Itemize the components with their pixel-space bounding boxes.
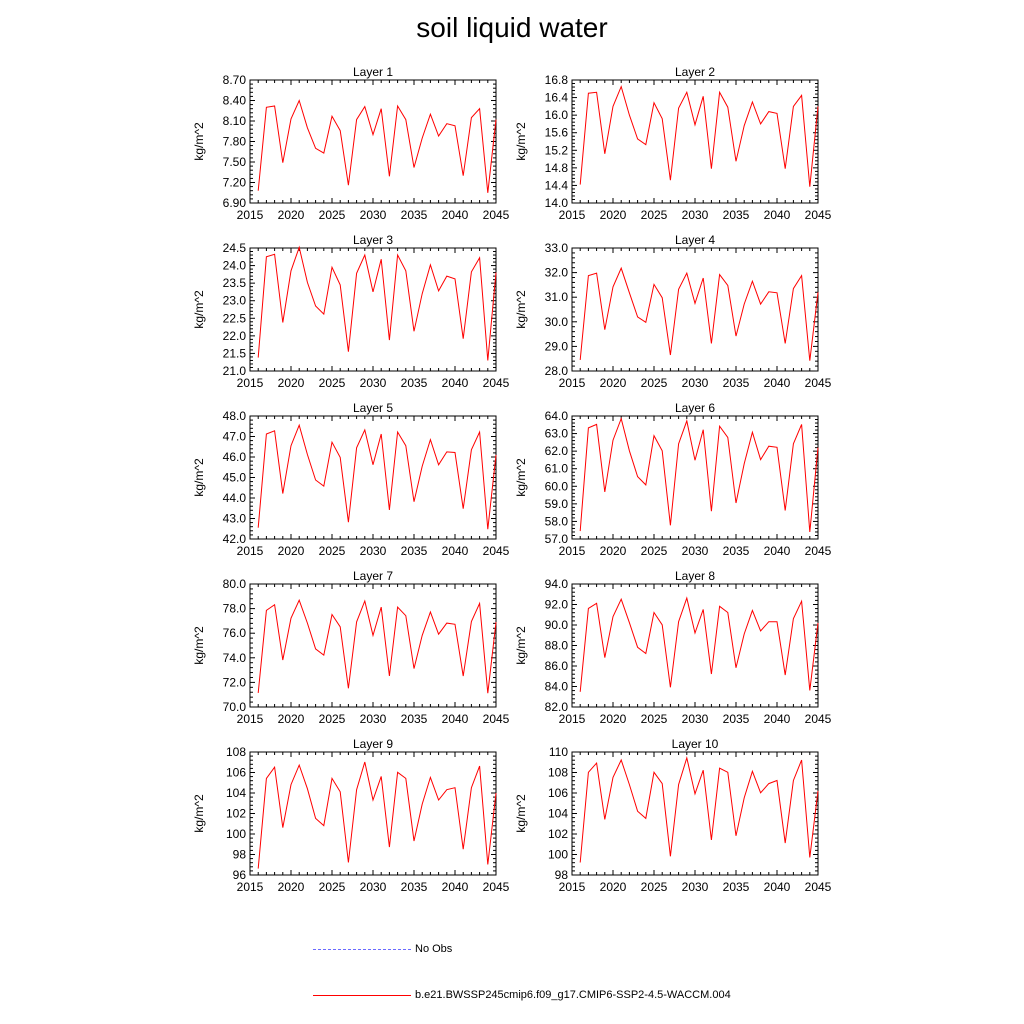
panel-8-xtick-label: 2015: [558, 712, 586, 726]
panel-2-xtick-label: 2035: [722, 208, 750, 222]
panel-8-series-line: [580, 598, 818, 692]
panel-2-xtick-label: 2030: [681, 208, 709, 222]
panel-5-xtick-label: 2030: [359, 544, 387, 558]
panel-3-ytick-label: 22.0: [222, 328, 246, 343]
panel-2-ytick-label: 16.4: [544, 90, 568, 105]
panel-2-xtick-label: 2045: [804, 208, 832, 222]
panel-2-ytick-label: 15.2: [544, 143, 568, 158]
panel-6-xtick-label: 2025: [640, 544, 668, 558]
panel-4-ylabel: kg/m^2: [514, 290, 528, 329]
panel-10-ytick-label: 108: [547, 765, 568, 780]
panel-4-ytick-label: 30.0: [544, 314, 568, 329]
panel-5-ylabel: kg/m^2: [192, 458, 206, 497]
panel-9-xtick-label: 2015: [236, 880, 264, 894]
panel-4-series-line: [580, 268, 818, 361]
panel-4-xtick-label: 2025: [640, 376, 668, 390]
panel-3-ytick-label: 21.5: [222, 346, 246, 361]
panel-1-ytick-label: 8.40: [222, 93, 246, 108]
panel-1-ylabel: kg/m^2: [192, 122, 206, 161]
panel-4-xtick-label: 2035: [722, 376, 750, 390]
panel-9-frame: [250, 752, 496, 875]
panel-3-ytick-label: 24.5: [222, 241, 246, 255]
panel-6-series-line: [580, 419, 818, 532]
panel-4-ytick-label: 31.0: [544, 290, 568, 305]
figure-title: soil liquid water: [416, 12, 608, 43]
panel-2-ytick-label: 14.0: [544, 196, 568, 210]
panel-2-ytick-label: 16.0: [544, 108, 568, 123]
panel-10-title: Layer 10: [671, 737, 719, 751]
panel-3-xtick-label: 2015: [236, 376, 264, 390]
panel-7-xtick-label: 2040: [441, 712, 469, 726]
panel-3-xtick-label: 2020: [277, 376, 305, 390]
panel-10-ytick-label: 106: [547, 786, 568, 800]
panel-2-xtick-label: 2020: [599, 208, 627, 222]
panel-6-xtick-label: 2035: [722, 544, 750, 558]
panel-6-xtick-label: 2045: [804, 544, 832, 558]
panel-9-series-line: [258, 762, 496, 869]
panel-8-xtick-label: 2045: [804, 712, 832, 726]
panel-4-title: Layer 4: [674, 233, 716, 247]
panel-3-xtick-label: 2035: [400, 376, 428, 390]
legend-model-label: b.e21.BWSSP245cmip6.f09_g17.CMIP6-SSP2-4.5-WACCM.004: [415, 989, 731, 1001]
panel-1-xtick-label: 2040: [441, 208, 469, 222]
panel-10-ylabel: kg/m^2: [514, 794, 528, 833]
panel-1-xtick-label: 2045: [482, 208, 510, 222]
panel-1-ytick-label: 6.90: [222, 196, 246, 210]
panel-2-ytick-label: 16.8: [544, 73, 568, 87]
panel-6-ytick-label: 61.0: [544, 461, 568, 476]
panel-9-ytick-label: 98: [232, 847, 246, 862]
panel-5-ytick-label: 44.0: [222, 491, 246, 505]
panel-1-xtick-label: 2025: [318, 208, 346, 222]
panel-8-ylabel: kg/m^2: [514, 626, 528, 665]
panel-7-xtick-label: 2030: [359, 712, 387, 726]
panel-8-ytick-label: 94.0: [544, 577, 568, 591]
panel-6-ytick-label: 64.0: [544, 409, 568, 423]
panel-7-ytick-label: 80.0: [222, 577, 246, 591]
panel-5-xtick-label: 2040: [441, 544, 469, 558]
panel-7-xtick-label: 2015: [236, 712, 264, 726]
panel-5-ytick-label: 42.0: [222, 532, 246, 546]
panel-1-title: Layer 1: [352, 65, 394, 79]
panel-3-ytick-label: 24.0: [222, 258, 246, 273]
panel-6-ytick-label: 62.0: [544, 444, 568, 459]
panel-1-ytick-label: 8.10: [222, 114, 246, 128]
panel-1-xtick-label: 2020: [277, 208, 305, 222]
panel-1-xtick-label: 2030: [359, 208, 387, 222]
panel-8-ytick-label: 82.0: [544, 700, 568, 714]
panel-4-xtick-label: 2045: [804, 376, 832, 390]
panel-5-series-line: [258, 425, 496, 529]
panel-6-ytick-label: 58.0: [544, 514, 568, 529]
panel-1-ytick-label: 7.20: [222, 175, 246, 190]
panel-4-xtick-label: 2040: [763, 376, 791, 390]
panel-2-series-line: [580, 87, 818, 187]
panel-4-ytick-label: 28.0: [544, 364, 568, 378]
panel-5-xtick-label: 2035: [400, 544, 428, 558]
panel-9-ylabel: kg/m^2: [192, 794, 206, 833]
panel-6-ytick-label: 63.0: [544, 426, 568, 441]
panel-9-xtick-label: 2045: [482, 880, 510, 894]
panel-1-xtick-label: 2035: [400, 208, 428, 222]
panel-6-xtick-label: 2020: [599, 544, 627, 558]
panel-5-xtick-label: 2015: [236, 544, 264, 558]
panel-9-ytick-label: 106: [225, 765, 246, 780]
panel-9-ytick-label: 100: [225, 827, 246, 841]
panel-10-ytick-label: 110: [548, 745, 568, 759]
panel-3-ytick-label: 23.0: [222, 293, 246, 308]
panel-7-xtick-label: 2025: [318, 712, 346, 726]
panel-2-xtick-label: 2015: [558, 208, 586, 222]
panel-10-ytick-label: 104: [547, 806, 568, 821]
panel-4-xtick-label: 2020: [599, 376, 627, 390]
panel-8-ytick-label: 88.0: [544, 638, 568, 653]
panel-5-ytick-label: 46.0: [222, 450, 246, 464]
panel-7-ytick-label: 70.0: [222, 700, 246, 714]
panel-9-ytick-label: 96: [232, 868, 246, 882]
panel-7-ytick-label: 78.0: [222, 601, 246, 616]
panel-2-ytick-label: 14.8: [544, 160, 568, 175]
legend-no-obs-label: No Obs: [415, 943, 453, 955]
panel-6-xtick-label: 2030: [681, 544, 709, 558]
panel-9-xtick-label: 2025: [318, 880, 346, 894]
panel-4-ytick-label: 32.0: [544, 265, 568, 280]
panel-8-ytick-label: 86.0: [544, 659, 568, 673]
panel-1-series-line: [258, 101, 496, 193]
panel-9-xtick-label: 2040: [441, 880, 469, 894]
panel-5-xtick-label: 2025: [318, 544, 346, 558]
panel-9-ytick-label: 102: [225, 806, 246, 821]
panel-4-ytick-label: 29.0: [544, 339, 568, 354]
panel-5-ytick-label: 48.0: [222, 409, 246, 423]
panel-8-xtick-label: 2040: [763, 712, 791, 726]
panel-9-ytick-label: 108: [225, 745, 246, 759]
panel-10-series-line: [580, 758, 818, 863]
panel-7-ytick-label: 74.0: [222, 650, 246, 665]
panel-10-ytick-label: 102: [547, 827, 568, 841]
panel-9-xtick-label: 2035: [400, 880, 428, 894]
panel-6-xtick-label: 2040: [763, 544, 791, 558]
panel-7-ytick-label: 72.0: [222, 675, 246, 690]
panel-3-ylabel: kg/m^2: [192, 290, 206, 329]
panel-5-xtick-label: 2045: [482, 544, 510, 558]
panel-3-title: Layer 3: [352, 233, 394, 247]
legend-no-obs-line: [313, 949, 411, 950]
panel-10-xtick-label: 2035: [722, 880, 750, 894]
panel-8-xtick-label: 2035: [722, 712, 750, 726]
panel-3-ytick-label: 21.0: [222, 364, 246, 378]
panel-7-xtick-label: 2045: [482, 712, 510, 726]
panel-4-xtick-label: 2030: [681, 376, 709, 390]
panel-6-ylabel: kg/m^2: [514, 458, 528, 497]
panel-1-xtick-label: 2015: [236, 208, 264, 222]
panel-9-title: Layer 9: [352, 737, 394, 751]
panel-10-xtick-label: 2015: [558, 880, 586, 894]
panel-8-ytick-label: 90.0: [544, 618, 568, 632]
panel-1-ytick-label: 7.50: [222, 155, 246, 169]
panel-10-xtick-label: 2030: [681, 880, 709, 894]
panel-7-ytick-label: 76.0: [222, 626, 246, 641]
panel-7-xtick-label: 2020: [277, 712, 305, 726]
panel-1-ytick-label: 7.80: [222, 134, 246, 149]
panel-3-ytick-label: 22.5: [222, 311, 246, 326]
panel-8-xtick-label: 2020: [599, 712, 627, 726]
panel-8-title: Layer 8: [674, 569, 716, 583]
panel-8-xtick-label: 2030: [681, 712, 709, 726]
panel-2-ylabel: kg/m^2: [514, 122, 528, 161]
panel-7-title: Layer 7: [352, 569, 394, 583]
panel-6-xtick-label: 2015: [558, 544, 586, 558]
panel-2-title: Layer 2: [674, 65, 716, 79]
panel-10-xtick-label: 2020: [599, 880, 627, 894]
panel-6-ytick-label: 57.0: [544, 532, 568, 546]
panel-5-xtick-label: 2020: [277, 544, 305, 558]
panel-1-ytick-label: 8.70: [222, 73, 246, 87]
panel-10-xtick-label: 2040: [763, 880, 791, 894]
panel-10-ytick-label: 100: [547, 847, 568, 862]
panel-6-ytick-label: 60.0: [544, 479, 568, 494]
panel-3-xtick-label: 2025: [318, 376, 346, 390]
panel-10-xtick-label: 2025: [640, 880, 668, 894]
panel-3-xtick-label: 2045: [482, 376, 510, 390]
panel-7-xtick-label: 2035: [400, 712, 428, 726]
panel-5-ytick-label: 45.0: [222, 470, 246, 485]
panel-10-ytick-label: 98: [554, 868, 568, 882]
panel-8-ytick-label: 92.0: [544, 597, 568, 612]
panel-6-ytick-label: 59.0: [544, 496, 568, 511]
panel-9-ytick-label: 104: [225, 786, 246, 800]
legend-model-line: [313, 995, 411, 996]
panel-3-series-line: [258, 247, 496, 360]
panel-7-frame: [250, 584, 496, 707]
panel-9-xtick-label: 2030: [359, 880, 387, 894]
panel-2-ytick-label: 14.4: [544, 178, 568, 193]
panel-7-series-line: [258, 600, 496, 693]
panel-2-xtick-label: 2025: [640, 208, 668, 222]
panel-2-ytick-label: 15.6: [544, 125, 568, 140]
panel-8-ytick-label: 84.0: [544, 679, 568, 694]
panel-4-xtick-label: 2015: [558, 376, 586, 390]
panel-8-xtick-label: 2025: [640, 712, 668, 726]
panel-3-ytick-label: 23.5: [222, 276, 246, 291]
panel-9-xtick-label: 2020: [277, 880, 305, 894]
panel-2-xtick-label: 2040: [763, 208, 791, 222]
panel-6-title: Layer 6: [674, 401, 716, 415]
panel-5-title: Layer 5: [352, 401, 394, 415]
panel-5-ytick-label: 43.0: [222, 511, 246, 526]
panel-3-xtick-label: 2030: [359, 376, 387, 390]
panel-3-xtick-label: 2040: [441, 376, 469, 390]
panel-4-ytick-label: 33.0: [544, 241, 568, 255]
panel-10-xtick-label: 2045: [804, 880, 832, 894]
panel-7-ylabel: kg/m^2: [192, 626, 206, 665]
panel-5-ytick-label: 47.0: [222, 429, 246, 444]
